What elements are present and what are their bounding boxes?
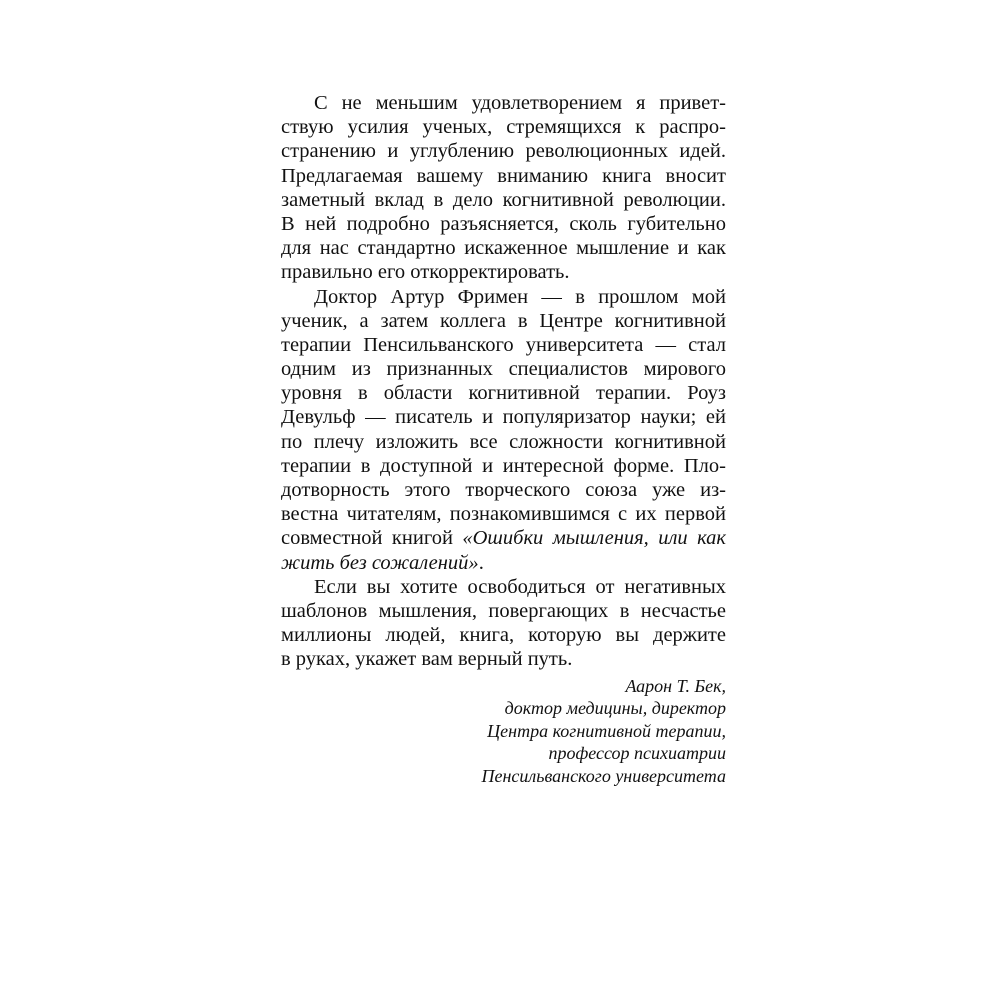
text-segment: .: [478, 551, 484, 574]
signature-title: доктор медицины, директор: [504, 698, 726, 718]
paragraph-2: [281, 285, 726, 575]
signature-title: Пенсильванского университета: [481, 765, 726, 786]
text-line: шаблонов мышления, повергающих в несчастье: [281, 599, 726, 622]
text-line: Доктор Артур Фримен — в прошлом мой: [314, 285, 726, 308]
text-line: ствую усилия ученых, стремящихся к распро-: [281, 116, 726, 139]
text-line: в руках, укажет вам верный путь.: [281, 648, 573, 671]
text-line: одним из признанных специалистов мирового: [281, 358, 726, 381]
text-line: терапии в доступной и интересной форме. Пло-: [281, 454, 726, 477]
paragraph-1: [281, 91, 726, 285]
text-line-with-book-title: [281, 526, 726, 550]
book-page: [281, 91, 726, 787]
text-line: В ней подробно разъясняется, сколь губительно: [281, 212, 726, 235]
text-line: Девульф — писатель и популяризатор науки; ей: [281, 406, 726, 429]
signature-title: Центра когнитивной терапии,: [487, 720, 726, 741]
text-line-book-title-end: [281, 551, 726, 575]
paragraph-3: [281, 575, 726, 672]
book-title-part: жить без сожалений»: [281, 551, 479, 574]
text-line: по плечу изложить все сложности когнитивной: [281, 430, 726, 453]
text-line: ученик, а затем коллега в Центре когнитивной: [281, 309, 726, 332]
text-line: миллионы людей, книга, которую вы держите: [281, 624, 726, 647]
book-title-part: «Ошибки мышления, или как: [462, 527, 726, 550]
text-line: С не меньшим удовлетворением я привет-: [314, 92, 726, 114]
text-line: дотворность этого творческого союза уже из-: [281, 479, 726, 501]
text-line: странению и углублению революционных идей.: [281, 140, 726, 163]
text-segment: совместной книгой: [281, 527, 463, 550]
signature-title: профессор психиатрии: [548, 743, 726, 763]
text-line: Если вы хотите освободиться от негативных: [314, 575, 726, 598]
text-line: для нас стандартно искаженное мышление и как: [281, 237, 726, 260]
text-line: терапии Пенсильванского университета — стал: [281, 333, 726, 356]
text-line: правильно его откорректировать.: [281, 261, 570, 284]
text-line: заметный вклад в дело когнитивной революции.: [281, 188, 726, 211]
text-line: Предлагаемая вашему вниманию книга вносит: [281, 164, 726, 187]
text-line: вестна читателям, познакомившимся с их первой: [281, 503, 726, 526]
signature-block: [281, 675, 726, 788]
text-line: уровня в области когнитивной терапии. Роуз: [281, 382, 726, 405]
signature-name: Аарон Т. Бек,: [625, 675, 726, 696]
